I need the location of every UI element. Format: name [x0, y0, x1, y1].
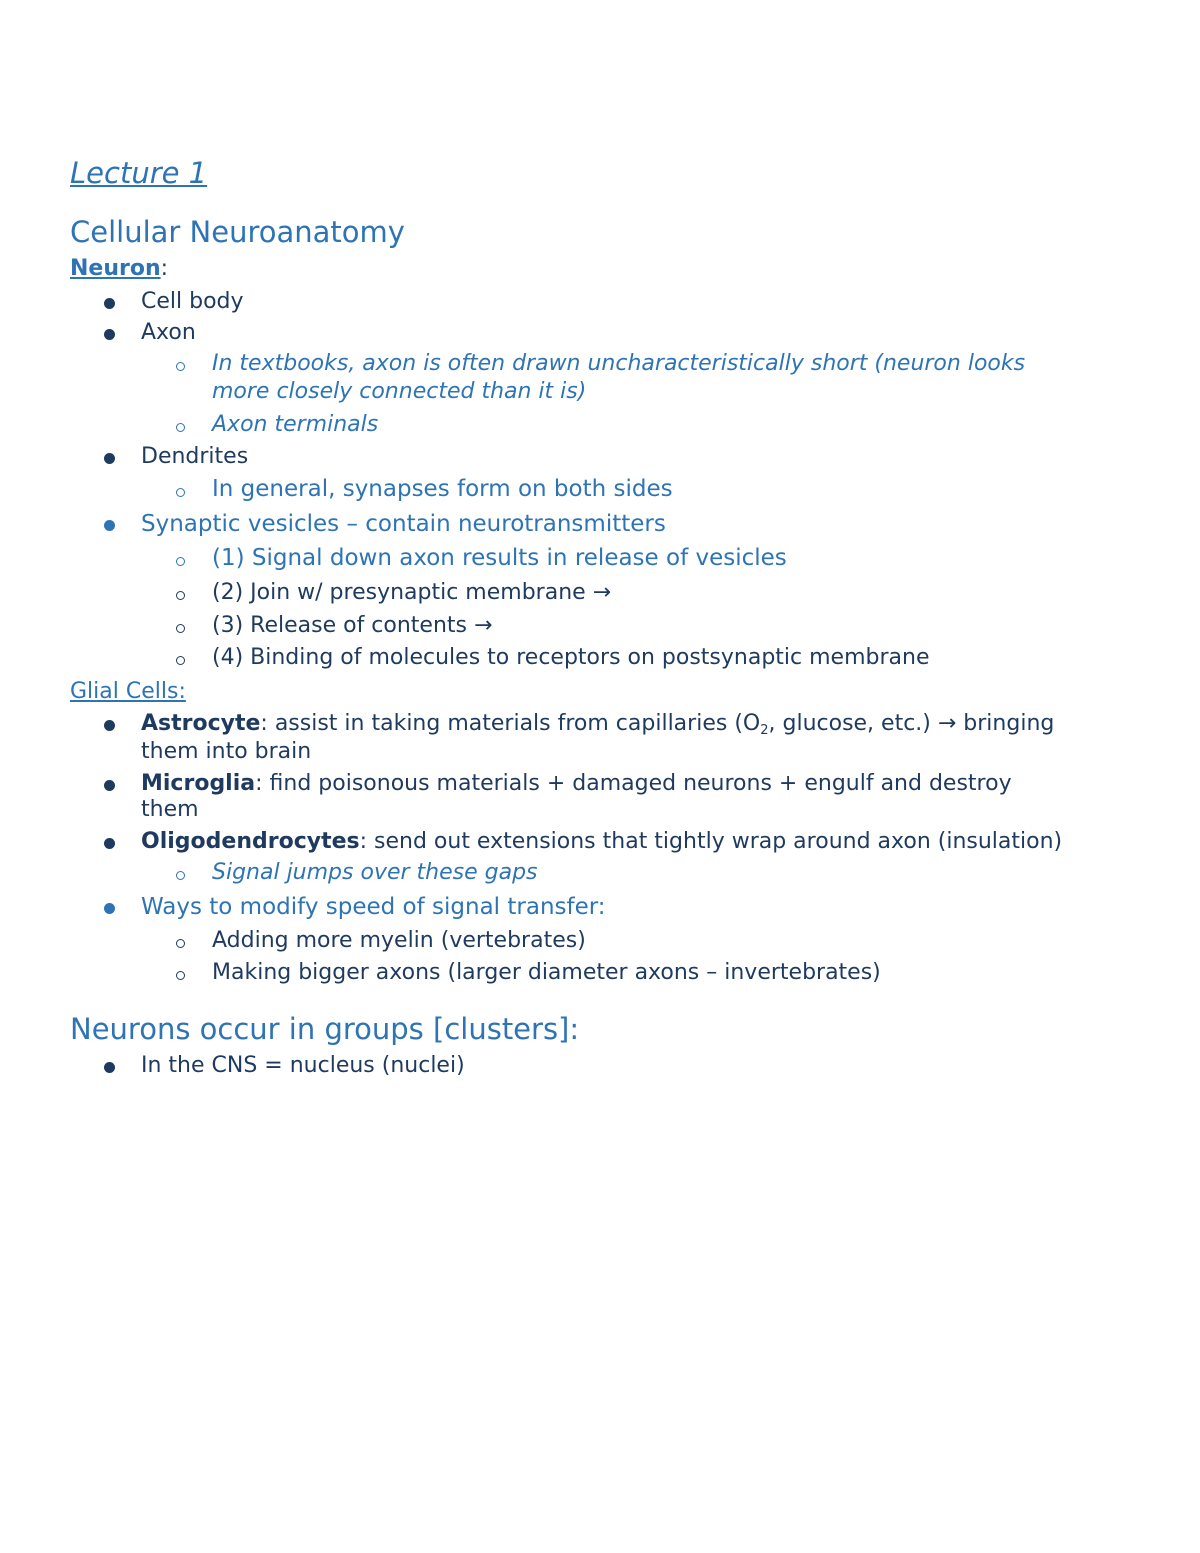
bullet-icon [104, 903, 115, 914]
term-microglia: Microglia [141, 771, 256, 796]
list-subitem-vesicles-4: (4) Binding of molecules to receptors on postsynaptic membrane [212, 645, 930, 670]
subscript-2: 2 [760, 723, 769, 738]
neuron-heading-colon: : [160, 256, 169, 281]
astrocyte-definition-b: , glucose, etc.) → bringing [768, 711, 1055, 736]
circle-bullet-icon [176, 362, 185, 371]
circle-bullet-icon [176, 557, 185, 566]
list-item-vesicles: Synaptic vesicles – contain neurotransmitters [141, 511, 666, 537]
lecture-title: Lecture 1 [70, 156, 208, 190]
list-item-oligodendrocytes [141, 829, 1062, 854]
bullet-icon [104, 298, 115, 309]
list-item-cns: In the CNS = nucleus (nuclei) [141, 1053, 465, 1078]
circle-bullet-icon [176, 488, 185, 497]
list-subitem-bigger-axons: Making bigger axons (larger diameter axons – invertebrates) [212, 960, 881, 985]
list-subitem-axon-note-line2: more closely connected than it is) [212, 379, 587, 404]
circle-bullet-icon [176, 656, 185, 665]
oligodendrocytes-definition: : send out extensions that tightly wrap around axon (insulation) [359, 829, 1063, 854]
list-subitem-dendrites-note: In general, synapses form on both sides [212, 476, 673, 502]
list-item-dendrites: Dendrites [141, 444, 249, 469]
term-oligodendrocytes: Oligodendrocytes [141, 829, 360, 854]
circle-bullet-icon [176, 423, 185, 432]
list-subitem-vesicles-1: (1) Signal down axon results in release of vesicles [212, 545, 787, 571]
bullet-icon [104, 780, 115, 791]
bullet-icon [104, 329, 115, 340]
list-item-astrocyte-line2: them into brain [141, 739, 312, 764]
term-astrocyte: Astrocyte [141, 711, 261, 736]
neuron-heading-row [70, 256, 168, 281]
list-subitem-axon-terminals: Axon terminals [212, 412, 379, 437]
list-item-microglia-line2: them [141, 797, 199, 822]
list-item-cell-body: Cell body [141, 289, 244, 314]
bullet-icon [104, 1062, 115, 1073]
bullet-icon [104, 520, 115, 531]
bullet-icon [104, 720, 115, 731]
glial-heading: Glial Cells: [70, 679, 186, 704]
bullet-icon [104, 453, 115, 464]
list-item-astrocyte [141, 711, 1054, 738]
bullet-icon [104, 838, 115, 849]
list-subitem-axon-note-line1: In textbooks, axon is often drawn uncharacteristically short (neuron looks [212, 351, 1026, 376]
list-subitem-vesicles-2: (2) Join w/ presynaptic membrane → [212, 580, 612, 605]
list-item-microglia [141, 771, 1012, 796]
circle-bullet-icon [176, 624, 185, 633]
list-item-ways: Ways to modify speed of signal transfer: [141, 894, 606, 920]
circle-bullet-icon [176, 591, 185, 600]
section-title: Cellular Neuroanatomy [70, 215, 405, 249]
microglia-definition: : find poisonous materials + damaged neurons + engulf and destroy [255, 771, 1012, 796]
list-subitem-vesicles-3: (3) Release of contents → [212, 613, 493, 638]
neuron-heading: Neuron [70, 256, 161, 281]
list-subitem-myelin: Adding more myelin (vertebrates) [212, 928, 586, 953]
circle-bullet-icon [176, 971, 185, 980]
circle-bullet-icon [176, 939, 185, 948]
circle-bullet-icon [176, 871, 185, 880]
groups-title: Neurons occur in groups [clusters]: [70, 1012, 580, 1046]
astrocyte-definition-a: : assist in taking materials from capillaries (O [260, 711, 761, 736]
list-subitem-signal-jumps: Signal jumps over these gaps [212, 860, 538, 885]
list-item-axon: Axon [141, 320, 196, 345]
